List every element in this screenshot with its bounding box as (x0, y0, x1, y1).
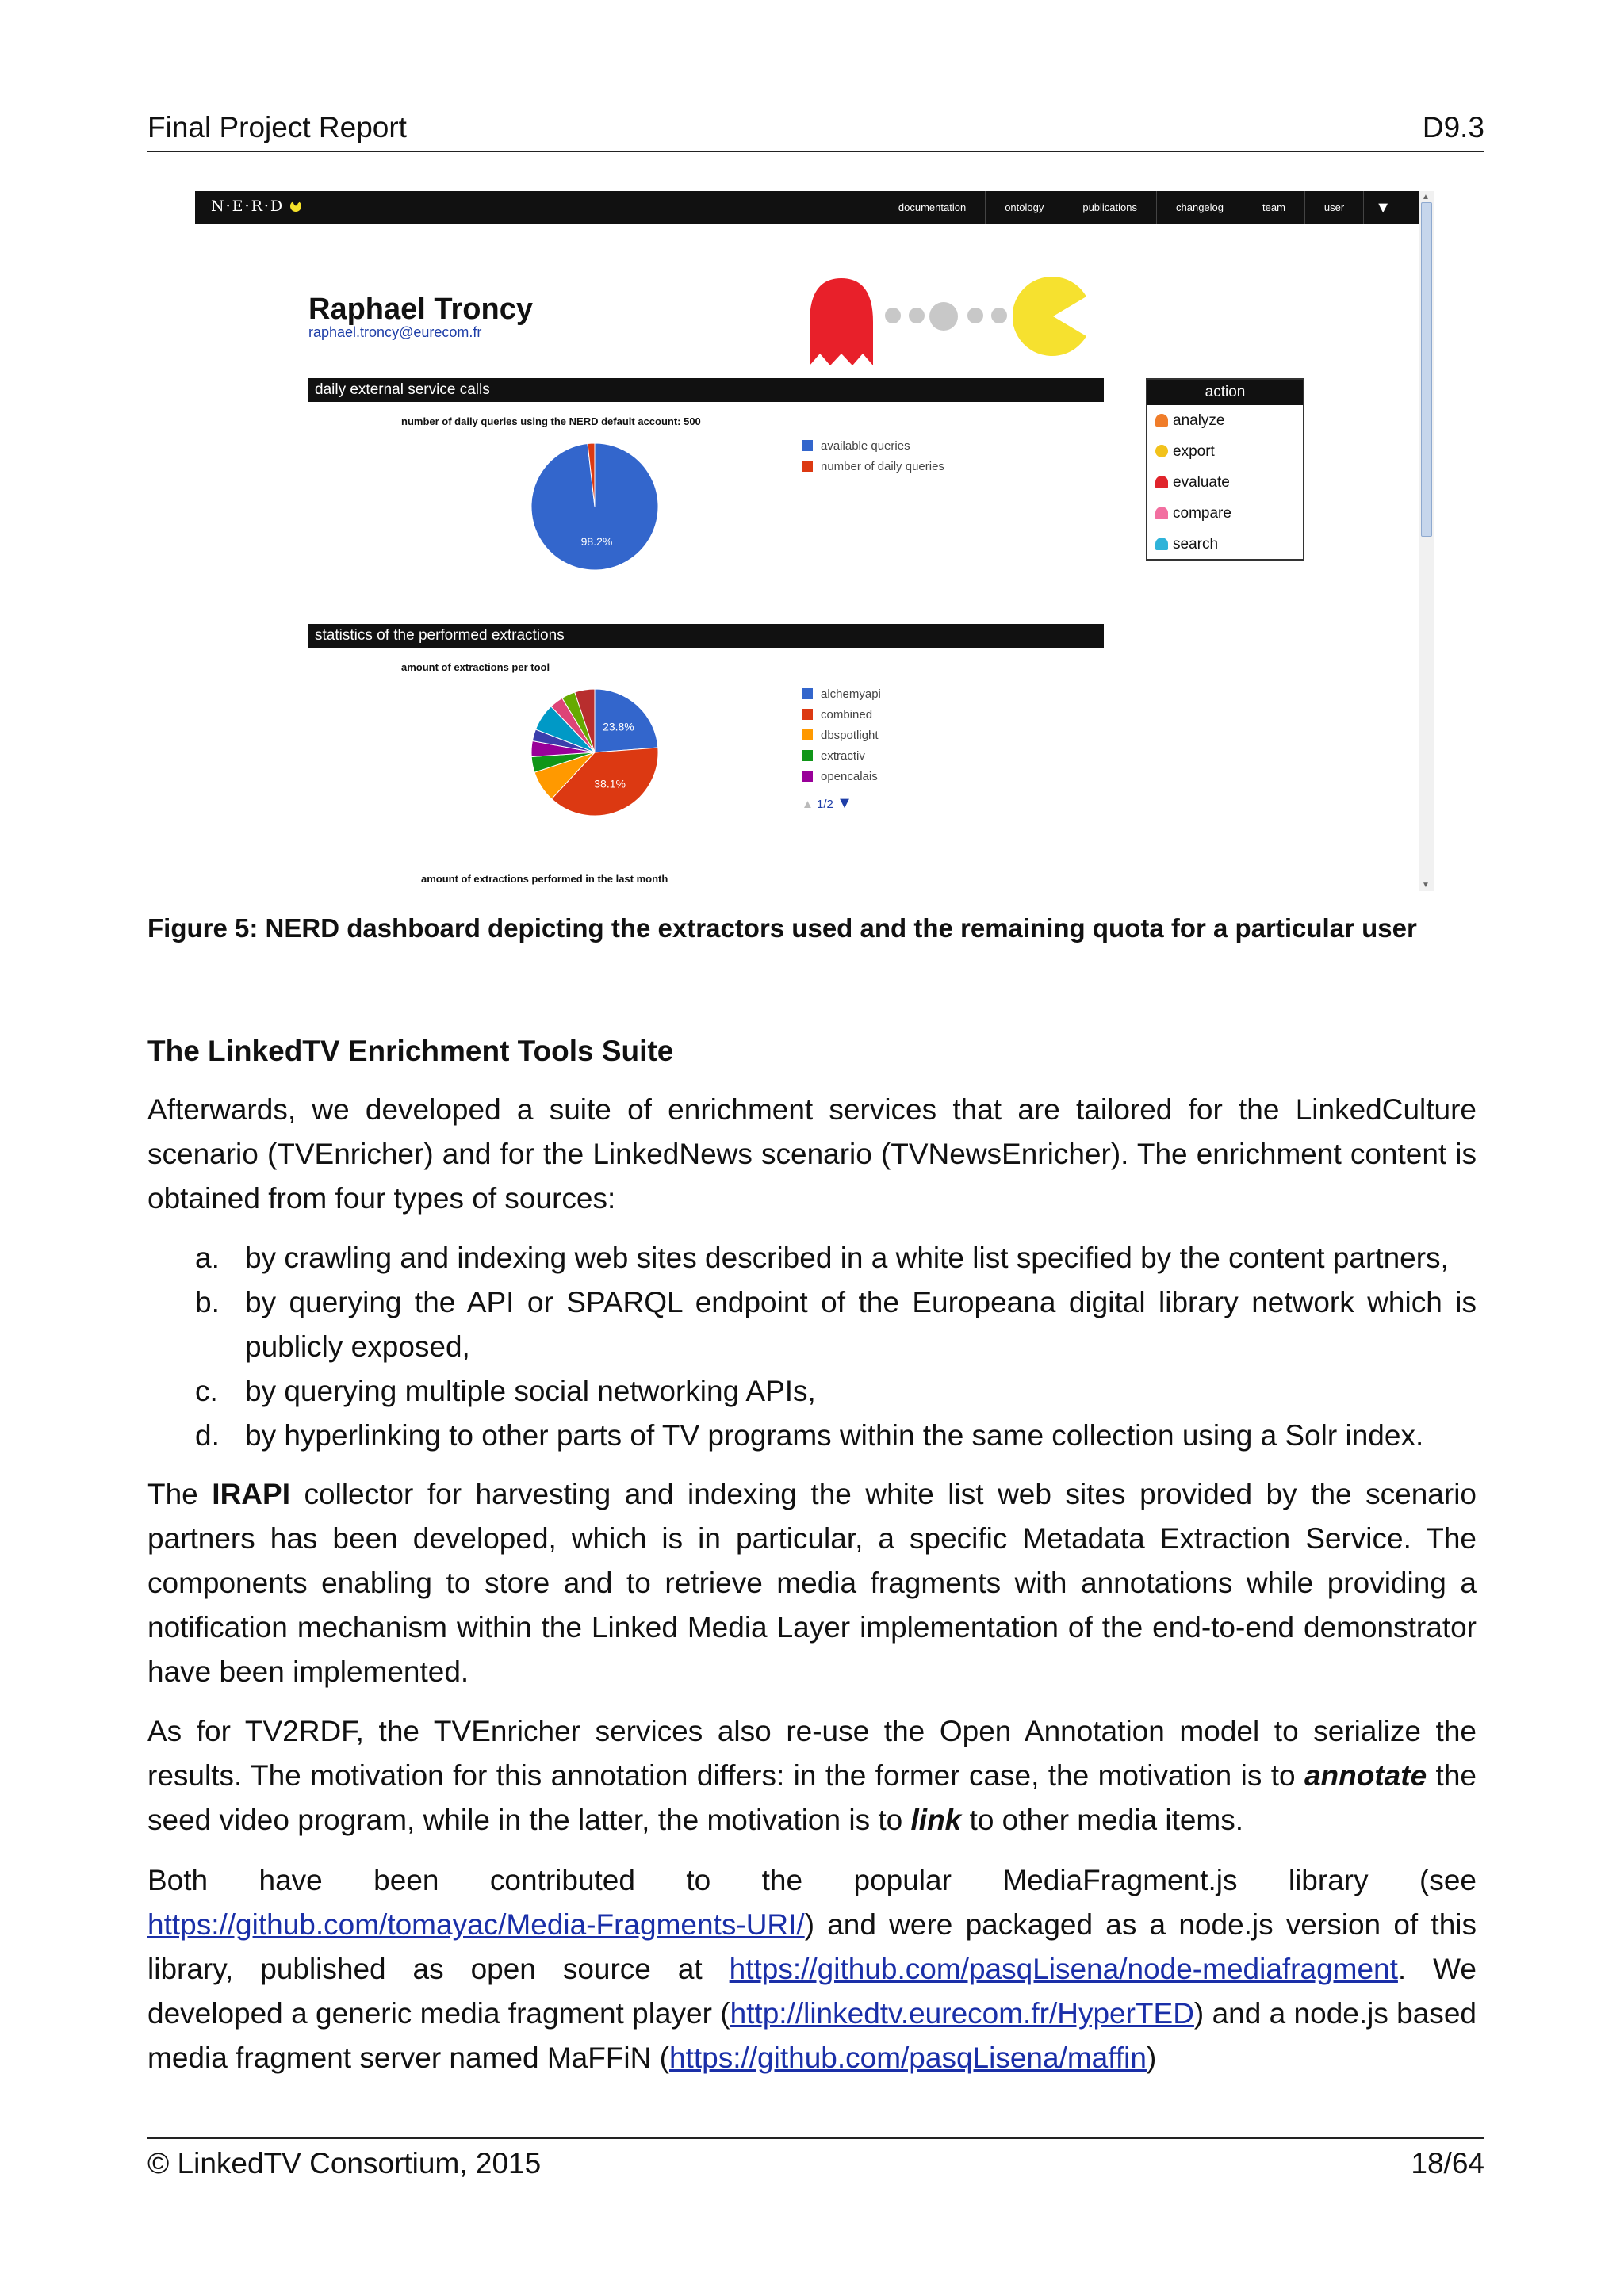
header-title: Final Project Report (147, 111, 407, 144)
legend-swatch (802, 729, 813, 740)
legend-swatch (802, 688, 813, 699)
action-export[interactable]: export (1147, 436, 1303, 467)
nerd-nav-links (879, 191, 1402, 224)
legend-label: extractiv (821, 749, 865, 763)
header-doc-id: D9.3 (1422, 111, 1484, 144)
scrollbar-thumb[interactable] (1421, 202, 1432, 537)
legend-label: alchemyapi (821, 687, 881, 701)
legend-item (802, 705, 881, 725)
action-analyze[interactable]: analyze (1147, 405, 1303, 436)
pacman-icon (290, 201, 301, 212)
legend-label: combined (821, 708, 873, 721)
running-footer (147, 2137, 1484, 2195)
irapi-bold: IRAPI (212, 1478, 290, 1510)
nerd-navbar (195, 191, 1434, 224)
paragraph-mediafragment: Both have been contributed to the popular MediaFragment.js library (see https://github.com/tomayac/Media-Fragments-URI/) and were packaged as a node.js version of this library, published as open source at https://github.com/pasqLisena/node-mediafragment. We developed a generic media fragment player (http://linkedtv.eurecom.fr/HyperTED) and a node.js based media fragment server named MaFFiN (https://github.com/pasqLisena/maffin) (147, 1864, 1477, 2074)
legend-pager[interactable]: ▲ 1/2 ▼ (802, 794, 852, 812)
pacman-icon (1155, 445, 1168, 457)
user-email[interactable]: raphael.troncy@eurecom.fr (308, 324, 482, 340)
legend-label: available queries (821, 439, 910, 453)
list-item: c. by querying multiple social networking APIs, (195, 1375, 816, 1407)
legend-item (802, 436, 944, 457)
paragraph-irapi: The IRAPI collector for harvesting and indexing the white list web sites provided by the scenario partners has been developed, which is in particular, a specific Metadata Extraction Service. The components enabling to store and to retrieve media fragments with annotations while providing a notification mechanism within the Linked Media Layer implementation of the end-to-end demonstrator have been implemented. (147, 1478, 1477, 1688)
pellet-icon (991, 308, 1007, 323)
list-item: b. by querying the API or SPARQL endpoint of the Europeana digital library network which is publicly exposed, (195, 1286, 1477, 1363)
paragraph-tv2rdf: As for TV2RDF, the TVEnricher services also re-use the Open Annotation model to serialize the results. The motivation for this annotation differs: in the former case, the motivation is to annotate the seed video program, while in the latter, the motivation is to link to other media items. (147, 1715, 1477, 1836)
action-search[interactable]: search (1147, 529, 1303, 560)
legend-label: opencalais (821, 770, 878, 783)
pie-chart-extractions-per-tool (527, 685, 662, 820)
legend-swatch (802, 709, 813, 720)
nerd-logo[interactable]: N·E·R·D (211, 197, 301, 215)
nav-user[interactable]: user (1304, 191, 1363, 224)
legend-swatch (802, 440, 813, 451)
legend-item (802, 457, 944, 477)
pager-prev-icon[interactable]: ▲ (802, 798, 814, 811)
legend-item (802, 767, 881, 787)
legend-swatch (802, 461, 813, 472)
link-emphasis: link (910, 1804, 962, 1836)
chart1-title: number of daily queries using the NERD default account: 500 (401, 415, 701, 427)
pie-data-label: 38.1% (594, 777, 626, 790)
nav-caret-icon[interactable]: ▼ (1363, 191, 1402, 224)
list-item: d. by hyperlinking to other parts of TV programs within the same collection using a Solr index. (195, 1419, 1424, 1452)
link-media-fragments-uri[interactable]: https://github.com/tomayac/Media-Fragments-URI/ (147, 1908, 805, 1941)
pellet-icon (909, 308, 925, 323)
nav-changelog[interactable]: changelog (1156, 191, 1243, 224)
nav-team[interactable]: team (1243, 191, 1304, 224)
nav-ontology[interactable]: ontology (985, 191, 1063, 224)
orange-ghost-icon (1155, 414, 1168, 427)
scroll-up-icon[interactable]: ▲ (1422, 193, 1430, 201)
scroll-down-icon[interactable]: ▼ (1422, 881, 1430, 890)
list-item: a. by crawling and indexing web sites described in a white list specified by the content partners, (195, 1242, 1449, 1274)
legend-item (802, 684, 881, 705)
chart1-legend (802, 436, 944, 477)
pink-ghost-icon (1155, 507, 1168, 519)
nerd-mascot-banner (806, 270, 1091, 373)
nav-publications[interactable]: publications (1063, 191, 1156, 224)
figure-caption: Figure 5: NERD dashboard depicting the extractors used and the remaining quota for a particular user (147, 913, 1417, 943)
nerd-dashboard-screenshot (195, 191, 1434, 891)
action-panel-title: action (1147, 380, 1303, 405)
section-daily-calls-title: daily external service calls (308, 378, 1104, 402)
legend-label: dbspotlight (821, 729, 879, 742)
user-name: Raphael Troncy (308, 293, 533, 326)
pacman-icon (1013, 273, 1093, 360)
link-maffin[interactable]: https://github.com/pasqLisena/maffin (668, 2042, 1147, 2074)
chart2-title: amount of extractions per tool (401, 661, 550, 673)
section-heading: The LinkedTV Enrichment Tools Suite (147, 1035, 674, 1067)
legend-swatch (802, 750, 813, 761)
running-header (147, 111, 1484, 152)
legend-label: number of daily queries (821, 460, 944, 473)
red-ghost-icon (1155, 476, 1168, 488)
pie-data-label: 23.8% (603, 720, 634, 733)
legend-item (802, 746, 881, 767)
ghost-icon (806, 274, 877, 369)
section-extraction-stats-title: statistics of the performed extractions (308, 624, 1104, 648)
sources-list (147, 1236, 1477, 1458)
action-evaluate[interactable]: evaluate (1147, 467, 1303, 498)
link-hyperted[interactable]: http://linkedtv.eurecom.fr/HyperTED (730, 1997, 1194, 2030)
cyan-ghost-icon (1155, 538, 1168, 550)
footer-copyright: © LinkedTV Consortium, 2015 (147, 2147, 542, 2179)
footer-page-number: 18/64 (1411, 2147, 1484, 2179)
chart3-title: amount of extractions performed in the last month (421, 873, 668, 885)
power-pellet-icon (929, 302, 958, 331)
link-node-mediafragment[interactable]: https://github.com/pasqLisena/node-mediafragment (729, 1953, 1398, 1985)
scrollbar[interactable] (1419, 191, 1434, 891)
nav-documentation[interactable]: documentation (879, 191, 985, 224)
chart2-legend (802, 684, 881, 787)
paragraph-intro: Afterwards, we developed a suite of enrichment services that are tailored for the LinkedCulture scenario (TVEnricher) and for the LinkedNews scenario (TVNewsEnricher). The enrichment content is obtained from four types of sources: (147, 1093, 1477, 1215)
legend-item (802, 725, 881, 746)
annotate-emphasis: annotate (1304, 1759, 1427, 1792)
pellet-icon (885, 308, 901, 323)
pie-chart-daily-queries (527, 439, 662, 574)
pie-data-label: 98.2% (580, 534, 613, 548)
legend-swatch (802, 771, 813, 782)
action-panel (1146, 378, 1304, 561)
action-compare[interactable]: compare (1147, 498, 1303, 529)
pager-next-icon[interactable]: ▼ (837, 794, 852, 812)
pellet-icon (967, 308, 983, 323)
